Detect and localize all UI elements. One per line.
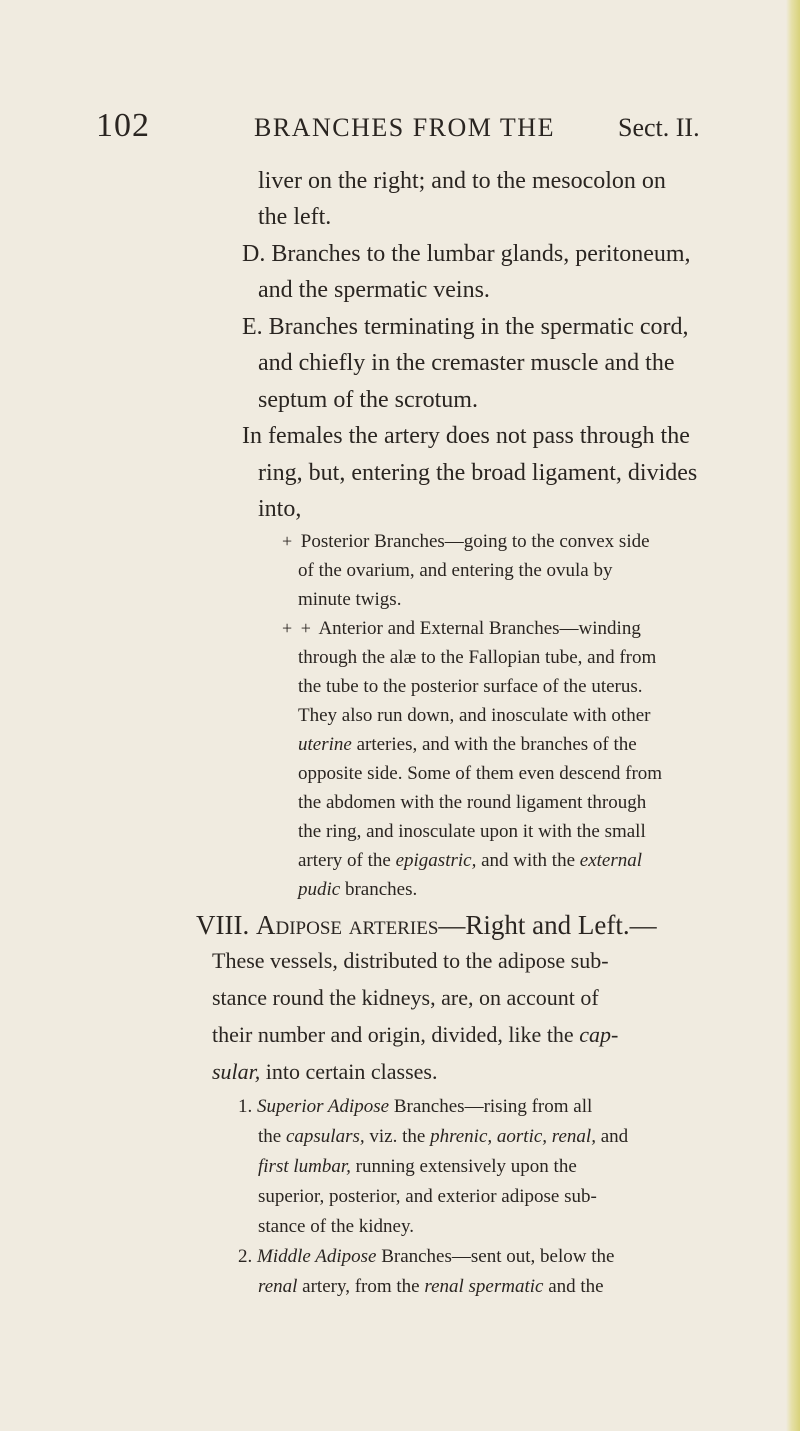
text-line: In females the artery does not pass through the xyxy=(242,423,690,449)
text-line: the capsulars, viz. the phrenic, aortic, renal, and xyxy=(258,1126,629,1147)
page-edge xyxy=(786,0,800,1431)
text-line: ring, but, entering the broad ligament, divides xyxy=(258,460,698,486)
page-number: 102 xyxy=(96,107,150,144)
text-line: uterine arteries, and with the branches of the xyxy=(298,734,637,755)
text-line: superior, posterior, and exterior adipose sub- xyxy=(258,1186,597,1207)
text-line: and the spermatic veins. xyxy=(258,277,490,303)
text-line: They also run down, and inosculate with other xyxy=(298,705,651,726)
text-line: stance of the kidney. xyxy=(258,1216,414,1237)
dagger-mark: + xyxy=(300,618,311,638)
text-line: artery of the epigastric, and with the external xyxy=(298,850,643,871)
text-line: D. Branches to the lumbar glands, peritoneum, xyxy=(242,241,691,267)
text-line: stance round the kidneys, are, on account of xyxy=(212,985,599,1010)
text-line: 1. Superior Adipose Branches—rising from all xyxy=(238,1096,593,1117)
dagger-mark: + xyxy=(282,618,293,638)
dagger-mark: + xyxy=(282,531,293,551)
section-heading-viii: VIII. Adipose arteries—Right and Left.— xyxy=(196,910,657,940)
text-line: sular, into certain classes. xyxy=(212,1059,438,1084)
text-line: minute twigs. xyxy=(298,589,402,610)
text-line: the left. xyxy=(258,204,332,230)
text-line: the tube to the posterior surface of the uterus. xyxy=(298,676,643,697)
text-line: the ring, and inosculate upon it with the small xyxy=(298,821,646,842)
text-line: of the ovarium, and entering the ovula by xyxy=(298,560,613,581)
text-line: and chiefly in the cremaster muscle and the xyxy=(258,350,675,376)
text-line: through the alæ to the Fallopian tube, and from xyxy=(298,647,657,668)
section-label: Sect. II. xyxy=(618,113,700,142)
text-line: E. Branches terminating in the spermatic cord, xyxy=(242,314,689,340)
text-line: the abdomen with the round ligament through xyxy=(298,792,647,813)
text-line: pudic branches. xyxy=(298,879,418,900)
anterior-branches-line: + + Anterior and External Branches—winding xyxy=(282,618,641,639)
text-line: into, xyxy=(258,496,302,522)
text-line: their number and origin, divided, like the cap- xyxy=(212,1022,619,1047)
text-line: first lumbar, running extensively upon the xyxy=(258,1156,577,1177)
posterior-branches-line: + Posterior Branches—going to the convex side xyxy=(282,531,650,552)
text-line: liver on the right; and to the mesocolon on xyxy=(258,168,666,194)
running-title: BRANCHES FROM THE xyxy=(254,113,555,142)
text-line: These vessels, distributed to the adipose sub- xyxy=(212,948,609,973)
text-line: opposite side. Some of them even descend from xyxy=(298,763,663,784)
text-line: renal artery, from the renal spermatic and the xyxy=(258,1276,604,1297)
running-header xyxy=(0,107,800,147)
text-line: 2. Middle Adipose Branches—sent out, below the xyxy=(238,1246,615,1267)
text-line: septum of the scrotum. xyxy=(258,387,478,413)
